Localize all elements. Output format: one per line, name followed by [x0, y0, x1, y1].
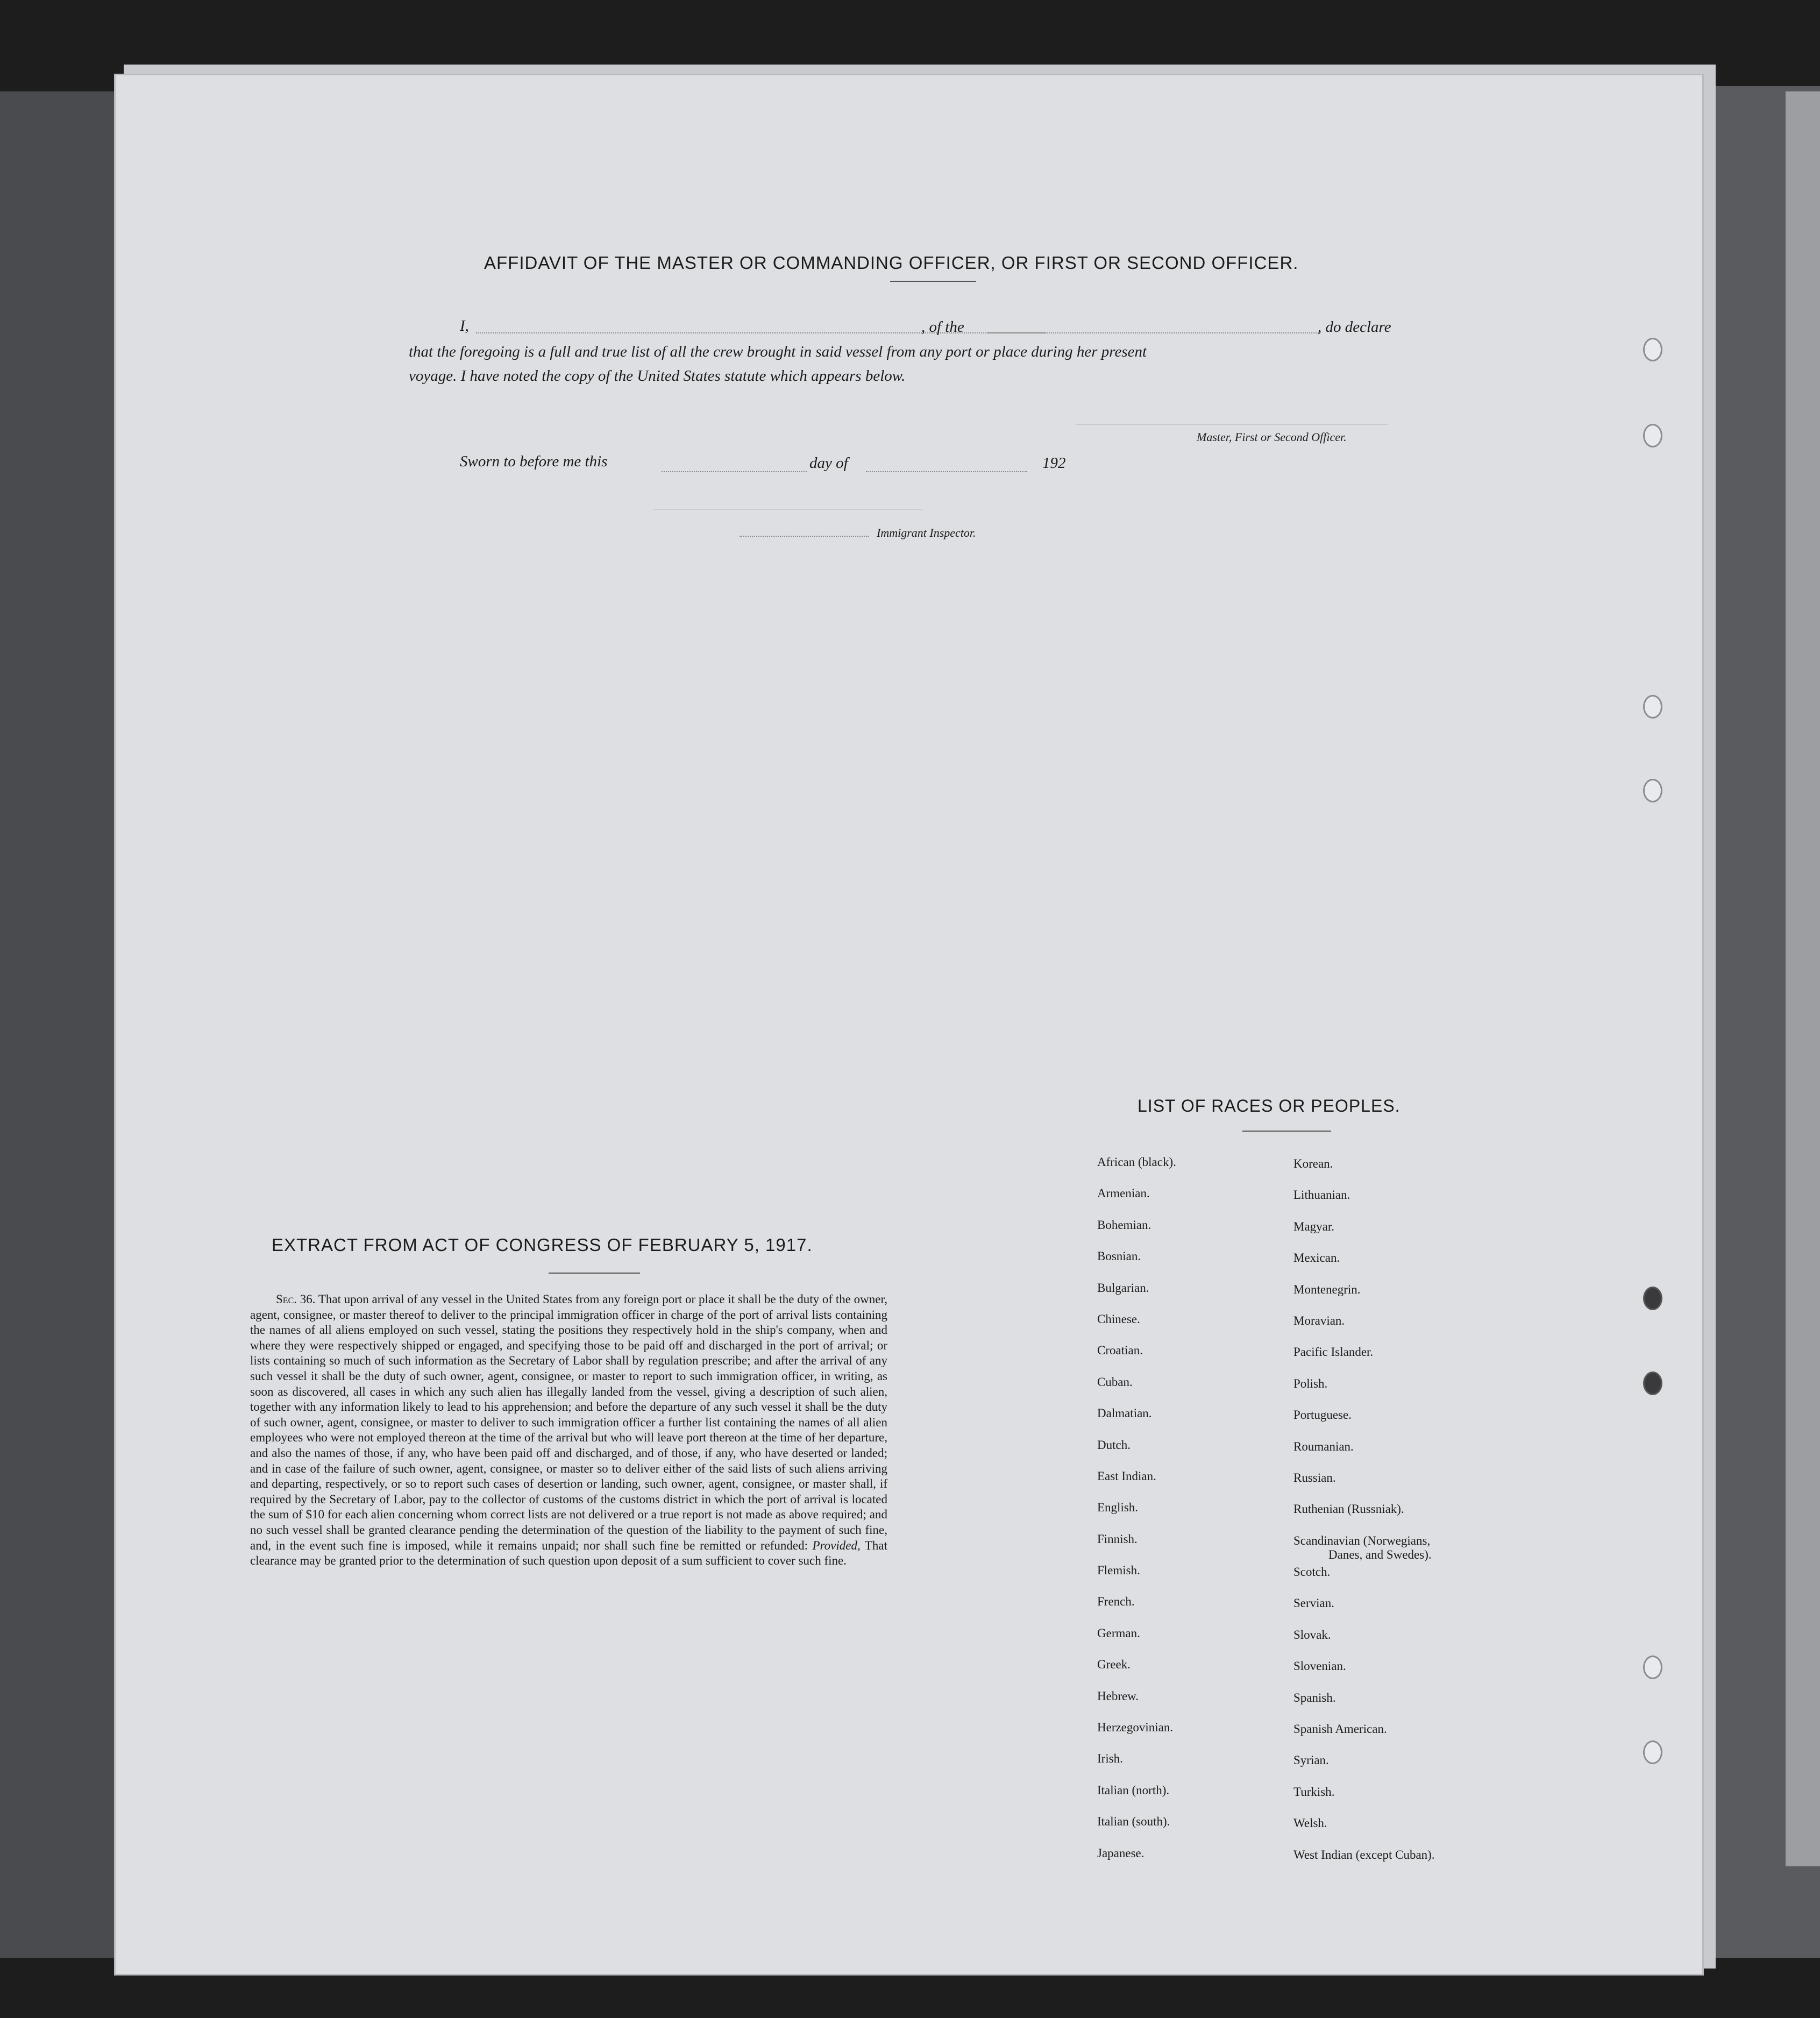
race-item: Turkish. [1293, 1785, 1335, 1799]
punch-hole [1643, 338, 1662, 361]
signature-label: Master, First or Second Officer. [1197, 430, 1347, 444]
sworn-text: Sworn to before me this [460, 453, 608, 470]
affidavit-i: I, [460, 317, 469, 335]
background-sheet-right-edge [1786, 91, 1820, 1866]
race-item: Magyar. [1293, 1219, 1335, 1233]
punch-hole [1643, 1740, 1662, 1764]
race-item: Italian (north). [1097, 1783, 1170, 1797]
race-item: Spanish American. [1293, 1722, 1387, 1736]
race-item: Bulgarian. [1097, 1281, 1149, 1295]
races-title: LIST OF RACES OR PEOPLES. [1138, 1096, 1400, 1115]
race-item: Russian. [1293, 1470, 1336, 1484]
race-item: Syrian. [1293, 1753, 1329, 1767]
punch-hole [1643, 779, 1662, 802]
race-item: Scotch. [1293, 1565, 1331, 1579]
race-item: Lithuanian. [1293, 1188, 1350, 1202]
race-item: Flemish. [1097, 1564, 1140, 1578]
extract-rule [549, 1273, 640, 1274]
race-continuation: Danes, and Swedes). [1328, 1548, 1432, 1561]
provided-word: Provided, [812, 1538, 861, 1552]
affidavit-declare: , do declare [1318, 318, 1391, 336]
race-item: Bosnian. [1097, 1249, 1141, 1263]
race-item: Croatian. [1097, 1344, 1143, 1358]
race-item: Montenegrin. [1293, 1282, 1361, 1296]
race-item: Herzegovinian. [1097, 1721, 1174, 1735]
punch-hole [1643, 1372, 1662, 1395]
race-item: Chinese. [1097, 1312, 1140, 1326]
affidavit-of-the: , of the [921, 318, 964, 336]
form-page [116, 75, 1702, 1974]
races-right-column [1293, 1148, 1435, 1871]
race-item: Irish. [1097, 1752, 1123, 1766]
race-item: Pacific Islander. [1293, 1345, 1374, 1359]
background-sheet-left [0, 91, 124, 1958]
races-rule [1242, 1131, 1331, 1132]
race-item: Roumanian. [1293, 1439, 1354, 1453]
punch-hole [1643, 1655, 1662, 1679]
title-rule [890, 281, 976, 282]
affidavit-line3: voyage. I have noted the copy of the United States statute which appears below. [409, 367, 906, 385]
punch-hole [1643, 1287, 1662, 1310]
race-item: Ruthenian (Russniak). [1293, 1502, 1404, 1516]
race-item: Dutch. [1097, 1438, 1131, 1452]
race-item: East Indian. [1097, 1469, 1156, 1483]
affidavit-line2: that the foregoing is a full and true list of all the crew brought in said vessel from any port or place during her present [409, 343, 1147, 360]
section-text: That upon arrival of any vessel in the United States from any foreign port or place it shall be the duty of the owner, agent, consignee, or master thereof to deliver to the principal immigration officer in charge of the port of arrival lists containing the names of all aliens employed on such vessel, stating the positions they respectively hold in the ship's company, when and where they were respectively shipped or engaged, and specifying those to be paid off and discharged in the port of arrival; or lists containing so much of such information as the Secretary of Labor shall by regulation prescribe; and after the arrival of any such vessel it shall be the duty of such owner, agent, consignee, or master to report to such immigration officer, in writing, as soon as discovered, all cases in which any such alien has illegally landed from the vessel, giving a description of such alien, together with any information likely to lead to his apprehension; and before the departure of any such vessel it shall be the duty of such owner, agent, consignee, or master to deliver to such immigration officer a further list containing the names of all alien employees who were not employed thereon at the time of the arrival but who will leave port thereon at the time of her departure, and also the names of those, if any, who have been paid off and discharged, and of those, if any, who have deserted or landed; and in case of the failure of such owner, agent, consignee, or master so to deliver either of the said lists of such aliens arriving and departing, respectively, or so to report such cases of desertion or landing, such owner, agent, consignee, or master shall, if required by the Secretary of Labor, pay to the collector of customs of the customs district in which the port of arrival is located the sum of $10 for each alien concerning whom correct lists are not delivered or a true report is not made as above required; and no such vessel shall be granted clearance pending the determination of the question of the liability to the payment of such fine, and, in the event such fine is imposed, while it remains unpaid; nor shall such fine be remitted or refunded: [250, 1292, 887, 1552]
race-item: African (black). [1097, 1155, 1176, 1169]
section-text-end: That clearance may be granted prior to the determination of such question upon deposit of a sum sufficient to cover such fine. [250, 1538, 887, 1568]
race-item: Slovak. [1293, 1628, 1331, 1642]
race-item: Finnish. [1097, 1532, 1138, 1546]
race-item: Slovenian. [1293, 1659, 1346, 1673]
day-of-text: day of [809, 454, 848, 472]
race-item: Cuban. [1097, 1375, 1133, 1389]
race-item: Bohemian. [1097, 1218, 1151, 1232]
race-item: Moravian. [1293, 1313, 1345, 1327]
month-blank [866, 471, 1027, 472]
race-item: Portuguese. [1293, 1408, 1352, 1422]
race-item: Hebrew. [1097, 1689, 1139, 1703]
extract-title: EXTRACT FROM ACT OF CONGRESS OF FEBRUARY 5, 1917. [272, 1235, 813, 1255]
race-item: Welsh. [1293, 1816, 1327, 1830]
race-item: Scandinavian (Norwegians, [1293, 1533, 1431, 1547]
inspector-blank [740, 536, 869, 537]
race-item: Japanese. [1097, 1846, 1144, 1860]
race-item: Servian. [1293, 1596, 1335, 1610]
race-item: Italian (south). [1097, 1815, 1170, 1829]
extract-paragraph [250, 1292, 887, 1569]
races-left-column [1097, 1147, 1176, 1869]
race-item: English. [1097, 1501, 1139, 1515]
race-item: Mexican. [1293, 1251, 1340, 1265]
race-item: German. [1097, 1626, 1140, 1640]
section-number: Sec. 36. [276, 1292, 316, 1306]
inspector-label: Immigrant Inspector. [877, 526, 976, 539]
punch-hole [1643, 695, 1662, 719]
race-item: French. [1097, 1595, 1135, 1609]
day-blank [662, 471, 807, 472]
punch-hole [1643, 424, 1662, 447]
year-text: 192 [1042, 454, 1066, 472]
vessel-blank [987, 332, 1320, 333]
affidavit-title: AFFIDAVIT OF THE MASTER OR COMMANDING OFFICER, OR FIRST OR SECOND OFFICER. [484, 253, 1299, 273]
race-item: Polish. [1293, 1376, 1328, 1390]
race-item: Korean. [1293, 1157, 1333, 1170]
race-item: West Indian (except Cuban). [1293, 1848, 1435, 1861]
race-item: Armenian. [1097, 1186, 1150, 1200]
race-item: Spanish. [1293, 1690, 1336, 1704]
race-item: Greek. [1097, 1658, 1131, 1672]
race-item: Dalmatian. [1097, 1406, 1152, 1420]
